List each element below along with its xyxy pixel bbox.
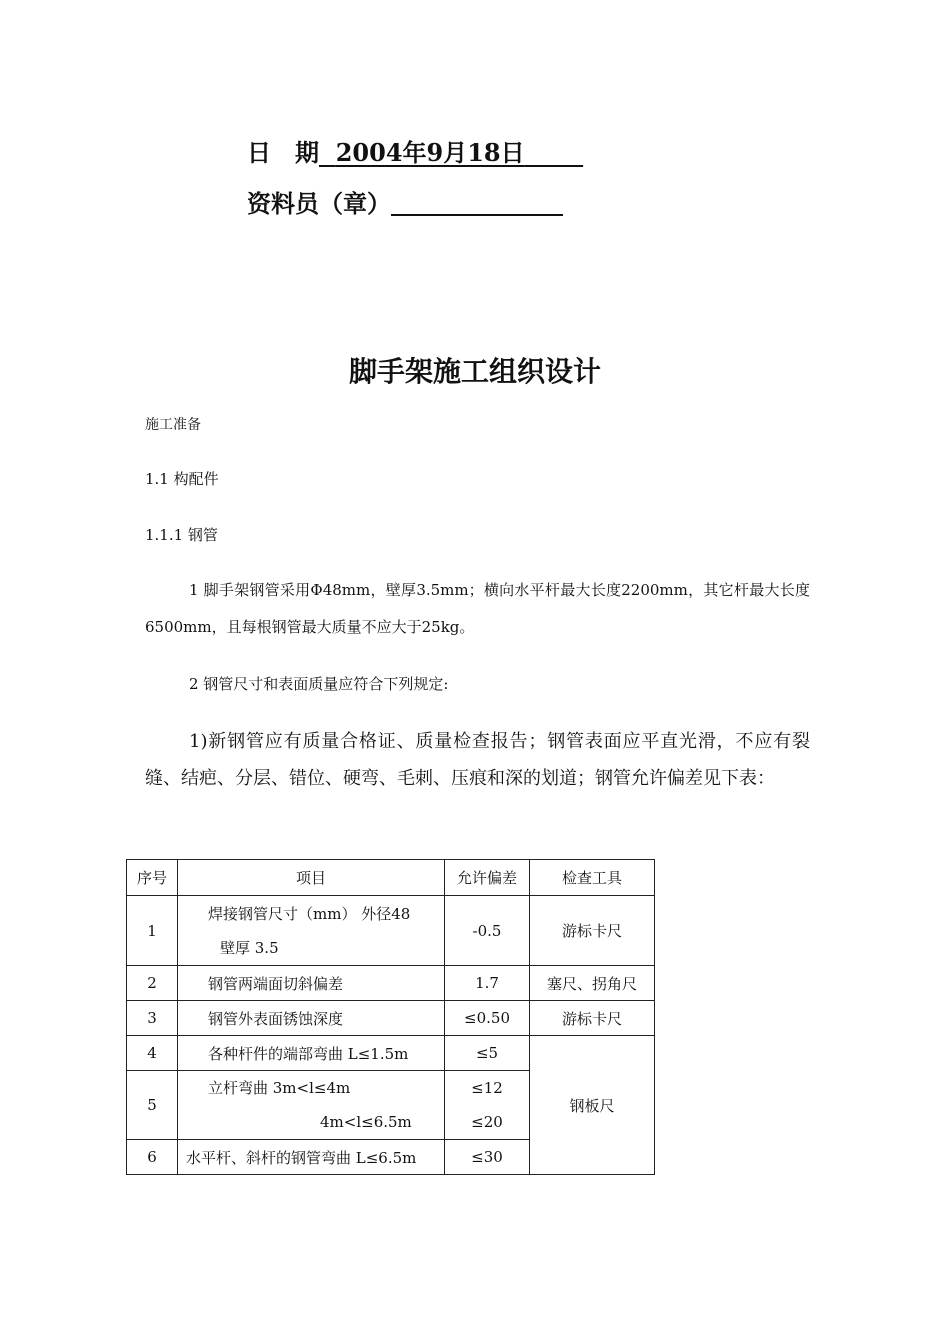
item-cell: 钢管外表面锈蚀深度 <box>178 1001 445 1036</box>
table-row <box>127 1001 655 1036</box>
item-line: 焊接钢管尺寸（mm） 外径48 <box>208 904 411 923</box>
row-number: 1 <box>127 896 178 966</box>
date-label: 日 期 <box>247 138 319 167</box>
header-cell: 项目 <box>178 860 445 896</box>
row-number: 4 <box>127 1036 178 1071</box>
paragraph-steel-pipe-spec: 1 脚手架钢管采用Φ48mm，壁厚3.5mm；横向水平杆最大长度2200mm，其它杆最大长度6500mm，且每根钢管最大质量不应大于25kg。 <box>145 581 810 636</box>
table-row <box>127 966 655 1001</box>
item-line: 壁厚 3.5 <box>220 938 279 957</box>
row-number: 5 <box>127 1071 178 1140</box>
tolerance-table <box>126 859 655 1175</box>
header-cell: 允许偏差 <box>445 860 530 896</box>
item-line: 4m<l≤6.5m <box>320 1113 412 1131</box>
date-value: 2004年9月18日 <box>335 138 525 167</box>
item-cell <box>178 1071 445 1140</box>
tolerance-line: ≤12 <box>471 1079 503 1097</box>
table-row <box>127 1036 655 1071</box>
row-number: 3 <box>127 1001 178 1036</box>
subsection-heading: 1.1 构配件 <box>145 470 219 488</box>
tolerance-line: ≤20 <box>471 1113 503 1131</box>
tolerance-cell: ≤0.50 <box>445 1001 530 1036</box>
date-line <box>247 133 583 168</box>
clerk-signature-blank <box>391 190 563 216</box>
date-value-underlined <box>319 138 583 167</box>
tolerance-cell: 1.7 <box>445 966 530 1001</box>
tolerance-cell: ≤5 <box>445 1036 530 1071</box>
tolerance-cell: -0.5 <box>445 896 530 966</box>
header-cell: 检查工具 <box>530 860 655 896</box>
item-line: 立杆弯曲 3m<l≤4m <box>208 1079 351 1097</box>
row-number: 6 <box>127 1140 178 1175</box>
tool-cell: 游标卡尺 <box>530 896 655 966</box>
paragraph-new-pipe-quality: 1)新钢管应有质量合格证、质量检查报告；钢管表面应平直光滑，不应有裂缝、结疤、分层、错位、硬弯、毛刺、压痕和深的划道；钢管允许偏差见下表： <box>145 731 810 789</box>
tool-cell: 塞尺、拐角尺 <box>530 966 655 1001</box>
item-cell <box>178 896 445 966</box>
tolerance-cell <box>445 1071 530 1140</box>
header-cell: 序号 <box>127 860 178 896</box>
item-cell: 各种杆件的端部弯曲 L≤1.5m <box>178 1036 445 1071</box>
clerk-label: 资料员（章） <box>247 189 391 218</box>
table-row <box>127 896 655 966</box>
tool-cell-merged: 钢板尺 <box>530 1036 655 1175</box>
tool-cell: 游标卡尺 <box>530 1001 655 1036</box>
item-cell: 水平杆、斜杆的钢管弯曲 L≤6.5m <box>178 1140 445 1175</box>
clerk-line <box>247 184 563 219</box>
document-title: 脚手架施工组织设计 <box>348 355 601 388</box>
section-heading: 施工准备 <box>145 417 201 433</box>
table-header-row <box>127 860 655 896</box>
paragraph-size-requirements: 2 钢管尺寸和表面质量应符合下列规定: <box>189 675 449 693</box>
tolerance-cell: ≤30 <box>445 1140 530 1175</box>
sub-subsection-heading: 1.1.1 钢管 <box>145 526 218 544</box>
row-number: 2 <box>127 966 178 1001</box>
item-cell: 钢管两端面切斜偏差 <box>178 966 445 1001</box>
